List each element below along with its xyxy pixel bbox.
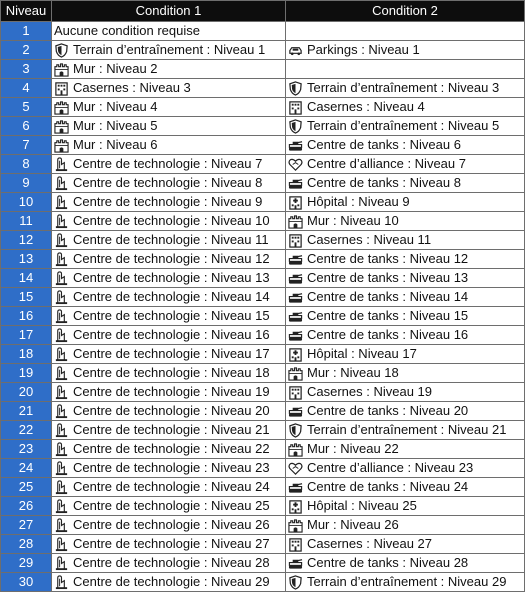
- condition-text: Centre d’alliance : Niveau 23: [307, 460, 474, 475]
- table-row: [1, 478, 525, 497]
- condition-2-cell: [286, 345, 525, 364]
- condition-text: Centre de technologie : Niveau 14: [73, 289, 270, 304]
- condition-text: Mur : Niveau 5: [73, 118, 158, 133]
- condition-1-cell: [52, 497, 286, 516]
- table-row: [1, 269, 525, 288]
- alliance-icon: [288, 461, 303, 476]
- castle-wall-icon: [54, 138, 69, 153]
- tank-icon: [288, 138, 303, 153]
- condition-text: Centre de technologie : Niveau 18: [73, 365, 270, 380]
- header-row: [1, 1, 525, 22]
- table-row: [1, 364, 525, 383]
- condition-text: Centre de technologie : Niveau 8: [73, 175, 263, 190]
- table-row: [1, 535, 525, 554]
- tank-icon: [288, 480, 303, 495]
- condition-1-cell: [52, 98, 286, 117]
- tech-icon: [54, 404, 69, 419]
- tech-icon: [54, 385, 69, 400]
- condition-text: Casernes : Niveau 4: [307, 99, 425, 114]
- condition-2-cell: [286, 269, 525, 288]
- condition-text: Centre de tanks : Niveau 8: [307, 175, 461, 190]
- condition-1-cell: [52, 307, 286, 326]
- condition-text: Centre de technologie : Niveau 24: [73, 479, 270, 494]
- shield-icon: [54, 43, 69, 58]
- tech-icon: [54, 328, 69, 343]
- table-row: [1, 459, 525, 478]
- level-cell: 8: [1, 155, 52, 174]
- castle-wall-icon: [288, 214, 303, 229]
- level-cell: 5: [1, 98, 52, 117]
- header-condition-1: Condition 1: [52, 1, 286, 22]
- table-row: [1, 231, 525, 250]
- condition-2-cell: [286, 497, 525, 516]
- condition-2-cell: [286, 459, 525, 478]
- condition-text: Hôpital : Niveau 17: [307, 346, 417, 361]
- condition-2-cell: [286, 402, 525, 421]
- condition-text: Centre de technologie : Niveau 29: [73, 574, 270, 589]
- condition-1-cell: [52, 573, 286, 592]
- condition-text: Centre de technologie : Niveau 21: [73, 422, 270, 437]
- shield-icon: [288, 81, 303, 96]
- level-cell: 16: [1, 307, 52, 326]
- condition-2-cell: [286, 516, 525, 535]
- level-cell: 17: [1, 326, 52, 345]
- condition-text: Mur : Niveau 4: [73, 99, 158, 114]
- tech-icon: [54, 442, 69, 457]
- tech-icon: [54, 518, 69, 533]
- condition-2-cell: [286, 212, 525, 231]
- tech-icon: [54, 537, 69, 552]
- condition-1-cell: [52, 22, 286, 41]
- level-cell: 12: [1, 231, 52, 250]
- tech-icon: [54, 423, 69, 438]
- condition-text: Centre de technologie : Niveau 27: [73, 536, 270, 551]
- level-cell: 25: [1, 478, 52, 497]
- tank-icon: [288, 404, 303, 419]
- condition-text: Centre de technologie : Niveau 22: [73, 441, 270, 456]
- table-row: [1, 41, 525, 60]
- tech-icon: [54, 309, 69, 324]
- castle-wall-icon: [288, 366, 303, 381]
- table-row: [1, 440, 525, 459]
- condition-text: Centre de technologie : Niveau 17: [73, 346, 270, 361]
- condition-text: Aucune condition requise: [54, 23, 200, 38]
- level-cell: 7: [1, 136, 52, 155]
- condition-2-cell: [286, 326, 525, 345]
- condition-text: Casernes : Niveau 3: [73, 80, 191, 95]
- condition-text: Centre de technologie : Niveau 7: [73, 156, 263, 171]
- condition-1-cell: [52, 41, 286, 60]
- tech-icon: [54, 157, 69, 172]
- level-cell: 10: [1, 193, 52, 212]
- condition-1-cell: [52, 535, 286, 554]
- level-cell: 11: [1, 212, 52, 231]
- table-row: [1, 60, 525, 79]
- level-cell: 1: [1, 22, 52, 41]
- tech-icon: [54, 480, 69, 495]
- condition-text: Centre de technologie : Niveau 20: [73, 403, 270, 418]
- tech-icon: [54, 290, 69, 305]
- condition-text: Terrain d’entraînement : Niveau 5: [307, 118, 500, 133]
- table-row: [1, 573, 525, 592]
- condition-text: Centre de technologie : Niveau 10: [73, 213, 270, 228]
- condition-1-cell: [52, 212, 286, 231]
- barracks-icon: [288, 100, 303, 115]
- condition-text: Centre de technologie : Niveau 9: [73, 194, 263, 209]
- table-row: [1, 288, 525, 307]
- level-cell: 20: [1, 383, 52, 402]
- level-cell: 24: [1, 459, 52, 478]
- condition-1-cell: [52, 250, 286, 269]
- condition-2-cell: [286, 383, 525, 402]
- condition-text: Centre de tanks : Niveau 6: [307, 137, 461, 152]
- condition-2-cell: [286, 535, 525, 554]
- condition-2-cell: [286, 307, 525, 326]
- level-cell: 26: [1, 497, 52, 516]
- car-icon: [288, 43, 303, 58]
- condition-text: Centre de technologie : Niveau 19: [73, 384, 270, 399]
- condition-2-cell: [286, 288, 525, 307]
- condition-1-cell: [52, 269, 286, 288]
- level-cell: 6: [1, 117, 52, 136]
- table-row: [1, 554, 525, 573]
- condition-1-cell: [52, 117, 286, 136]
- tech-icon: [54, 195, 69, 210]
- condition-text: Mur : Niveau 10: [307, 213, 399, 228]
- condition-1-cell: [52, 516, 286, 535]
- table-row: [1, 155, 525, 174]
- tank-icon: [288, 271, 303, 286]
- condition-text: Centre d’alliance : Niveau 7: [307, 156, 466, 171]
- condition-2-cell: [286, 60, 525, 79]
- condition-text: Casernes : Niveau 27: [307, 536, 433, 551]
- condition-text: Centre de technologie : Niveau 15: [73, 308, 270, 323]
- condition-1-cell: [52, 383, 286, 402]
- hospital-icon: [288, 347, 303, 362]
- condition-2-cell: [286, 193, 525, 212]
- condition-text: Mur : Niveau 22: [307, 441, 399, 456]
- header-level: Niveau: [1, 1, 52, 22]
- condition-2-cell: [286, 98, 525, 117]
- condition-2-cell: [286, 41, 525, 60]
- condition-2-cell: [286, 421, 525, 440]
- table-row: [1, 193, 525, 212]
- table-row: [1, 174, 525, 193]
- condition-2-cell: [286, 136, 525, 155]
- shield-icon: [288, 575, 303, 590]
- tech-icon: [54, 214, 69, 229]
- condition-2-cell: [286, 573, 525, 592]
- tech-icon: [54, 575, 69, 590]
- tech-icon: [54, 233, 69, 248]
- condition-2-cell: [286, 155, 525, 174]
- tank-icon: [288, 176, 303, 191]
- condition-text: Casernes : Niveau 11: [307, 232, 432, 247]
- barracks-icon: [288, 233, 303, 248]
- condition-text: Centre de technologie : Niveau 16: [73, 327, 270, 342]
- condition-text: Hôpital : Niveau 25: [307, 498, 417, 513]
- condition-text: Mur : Niveau 6: [73, 137, 158, 152]
- table-row: [1, 516, 525, 535]
- condition-1-cell: [52, 459, 286, 478]
- condition-text: Centre de technologie : Niveau 12: [73, 251, 270, 266]
- condition-text: Centre de technologie : Niveau 23: [73, 460, 270, 475]
- tech-icon: [54, 347, 69, 362]
- condition-1-cell: [52, 79, 286, 98]
- castle-wall-icon: [54, 62, 69, 77]
- tank-icon: [288, 309, 303, 324]
- hospital-icon: [288, 499, 303, 514]
- condition-text: Hôpital : Niveau 9: [307, 194, 410, 209]
- barracks-icon: [288, 385, 303, 400]
- condition-text: Centre de tanks : Niveau 28: [307, 555, 469, 570]
- level-cell: 15: [1, 288, 52, 307]
- condition-2-cell: [286, 22, 525, 41]
- tech-icon: [54, 176, 69, 191]
- condition-text: Terrain d’entraînement : Niveau 21: [307, 422, 507, 437]
- level-cell: 22: [1, 421, 52, 440]
- tech-icon: [54, 556, 69, 571]
- condition-text: Centre de tanks : Niveau 24: [307, 479, 469, 494]
- alliance-icon: [288, 157, 303, 172]
- condition-1-cell: [52, 478, 286, 497]
- level-cell: 4: [1, 79, 52, 98]
- table-row: [1, 22, 525, 41]
- condition-text: Centre de tanks : Niveau 16: [307, 327, 469, 342]
- castle-wall-icon: [54, 100, 69, 115]
- level-cell: 27: [1, 516, 52, 535]
- header-condition-2: Condition 2: [286, 1, 525, 22]
- condition-2-cell: [286, 231, 525, 250]
- condition-2-cell: [286, 117, 525, 136]
- condition-1-cell: [52, 345, 286, 364]
- condition-text: Centre de technologie : Niveau 28: [73, 555, 270, 570]
- condition-text: Centre de technologie : Niveau 25: [73, 498, 270, 513]
- level-cell: 23: [1, 440, 52, 459]
- table-row: [1, 79, 525, 98]
- condition-text: Mur : Niveau 2: [73, 61, 158, 76]
- condition-text: Centre de tanks : Niveau 14: [307, 289, 469, 304]
- condition-2-cell: [286, 440, 525, 459]
- tech-icon: [54, 499, 69, 514]
- condition-1-cell: [52, 364, 286, 383]
- condition-1-cell: [52, 136, 286, 155]
- tech-icon: [54, 366, 69, 381]
- tech-icon: [54, 252, 69, 267]
- tank-icon: [288, 556, 303, 571]
- condition-1-cell: [52, 174, 286, 193]
- castle-wall-icon: [288, 442, 303, 457]
- table-row: [1, 307, 525, 326]
- condition-2-cell: [286, 478, 525, 497]
- condition-text: Centre de tanks : Niveau 13: [307, 270, 469, 285]
- condition-2-cell: [286, 174, 525, 193]
- condition-2-cell: [286, 364, 525, 383]
- condition-1-cell: [52, 231, 286, 250]
- condition-1-cell: [52, 60, 286, 79]
- castle-wall-icon: [288, 518, 303, 533]
- condition-text: Casernes : Niveau 19: [307, 384, 433, 399]
- level-cell: 9: [1, 174, 52, 193]
- condition-text: Mur : Niveau 18: [307, 365, 399, 380]
- level-cell: 18: [1, 345, 52, 364]
- tank-icon: [288, 290, 303, 305]
- table-row: [1, 98, 525, 117]
- level-cell: 19: [1, 364, 52, 383]
- condition-2-cell: [286, 554, 525, 573]
- table-row: [1, 345, 525, 364]
- condition-1-cell: [52, 421, 286, 440]
- condition-1-cell: [52, 155, 286, 174]
- condition-text: Terrain d’entraînement : Niveau 1: [73, 42, 266, 57]
- table-row: [1, 212, 525, 231]
- table-row: [1, 136, 525, 155]
- tech-icon: [54, 461, 69, 476]
- hospital-icon: [288, 195, 303, 210]
- condition-text: Parkings : Niveau 1: [307, 42, 420, 57]
- condition-1-cell: [52, 193, 286, 212]
- shield-icon: [288, 423, 303, 438]
- condition-1-cell: [52, 440, 286, 459]
- level-cell: 3: [1, 60, 52, 79]
- level-cell: 29: [1, 554, 52, 573]
- condition-1-cell: [52, 554, 286, 573]
- level-cell: 14: [1, 269, 52, 288]
- tank-icon: [288, 252, 303, 267]
- barracks-icon: [288, 537, 303, 552]
- condition-2-cell: [286, 79, 525, 98]
- condition-1-cell: [52, 288, 286, 307]
- table-row: [1, 421, 525, 440]
- level-cell: 28: [1, 535, 52, 554]
- table-body: [1, 22, 525, 592]
- table-row: [1, 383, 525, 402]
- condition-text: Centre de technologie : Niveau 11: [73, 232, 269, 247]
- tank-icon: [288, 328, 303, 343]
- condition-1-cell: [52, 326, 286, 345]
- condition-2-cell: [286, 250, 525, 269]
- tech-icon: [54, 271, 69, 286]
- shield-icon: [288, 119, 303, 134]
- level-cell: 30: [1, 573, 52, 592]
- condition-1-cell: [52, 402, 286, 421]
- condition-text: Centre de technologie : Niveau 26: [73, 517, 270, 532]
- castle-wall-icon: [54, 119, 69, 134]
- table-row: [1, 402, 525, 421]
- barracks-icon: [54, 81, 69, 96]
- level-cell: 21: [1, 402, 52, 421]
- condition-text: Terrain d’entraînement : Niveau 29: [307, 574, 507, 589]
- condition-text: Centre de tanks : Niveau 20: [307, 403, 469, 418]
- level-cell: 13: [1, 250, 52, 269]
- table-row: [1, 497, 525, 516]
- level-cell: 2: [1, 41, 52, 60]
- condition-text: Mur : Niveau 26: [307, 517, 399, 532]
- condition-text: Terrain d’entraînement : Niveau 3: [307, 80, 500, 95]
- condition-text: Centre de technologie : Niveau 13: [73, 270, 270, 285]
- table-row: [1, 250, 525, 269]
- table-row: [1, 117, 525, 136]
- condition-text: Centre de tanks : Niveau 12: [307, 251, 469, 266]
- condition-text: Centre de tanks : Niveau 15: [307, 308, 469, 323]
- table-row: [1, 326, 525, 345]
